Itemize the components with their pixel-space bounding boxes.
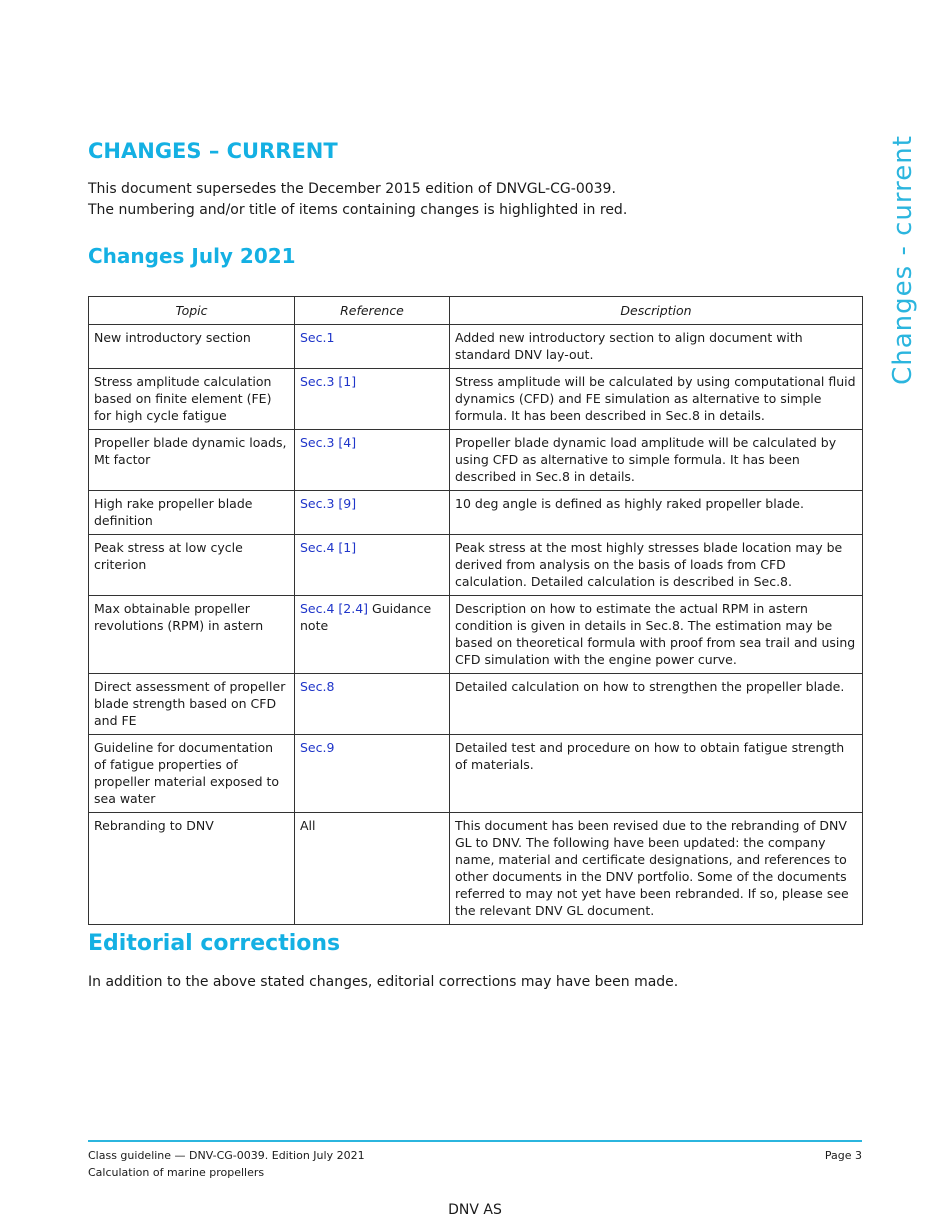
reference-cell <box>295 813 450 925</box>
side-section-tab-label: Changes - current <box>888 135 919 385</box>
reference-link[interactable]: Sec.8 <box>300 679 335 694</box>
table-row <box>89 674 863 735</box>
reference-suffix: All <box>300 818 316 833</box>
description-cell: Propeller blade dynamic load amplitude will be calculated by using CFD as alternative to simple formula. It has been described in Sec.8 in details. <box>450 430 863 491</box>
reference-cell <box>295 369 450 430</box>
footer-document-info <box>88 1147 365 1181</box>
table-row <box>89 369 863 430</box>
description-cell: Detailed calculation on how to strengthen the propeller blade. <box>450 674 863 735</box>
topic-cell: High rake propeller blade definition <box>89 491 295 535</box>
reference-link[interactable]: Sec.3 [9] <box>300 496 357 511</box>
topic-cell: Max obtainable propeller revolutions (RPM) in astern <box>89 596 295 674</box>
description-cell: This document has been revised due to the rebranding of DNV GL to DNV. The following have been updated: the company name, material and certificate designations, and references to other documents in the DNV portfolio. Some of the documents referred to may not yet have been rebranded. If so, please see the relevant DNV GL document. <box>450 813 863 925</box>
footer-guideline-line: Class guideline — DNV-CG-0039. Edition July 2021 <box>88 1149 365 1162</box>
header-description: Description <box>450 297 863 325</box>
reference-link[interactable]: Sec.4 [2.4] <box>300 601 369 616</box>
changes-table <box>88 296 863 925</box>
side-section-tab <box>880 135 926 385</box>
footer-page-number: Page 3 <box>824 1149 862 1162</box>
topic-cell: Stress amplitude calculation based on finite element (FE) for high cycle fatigue <box>89 369 295 430</box>
table-row <box>89 813 863 925</box>
changes-heading: Changes July 2021 <box>88 244 296 268</box>
topic-cell: Propeller blade dynamic loads, Mt factor <box>89 430 295 491</box>
reference-suffix: Guidance note <box>300 601 432 633</box>
reference-cell <box>295 325 450 369</box>
reference-link[interactable]: Sec.3 [4] <box>300 435 357 450</box>
description-cell: 10 deg angle is defined as highly raked propeller blade. <box>450 491 863 535</box>
footer-title-line: Calculation of marine propellers <box>88 1166 265 1179</box>
table-header-row <box>89 297 863 325</box>
table-row <box>89 535 863 596</box>
footer-divider <box>88 1140 862 1142</box>
description-cell: Added new introductory section to align document with standard DNV lay-out. <box>450 325 863 369</box>
reference-cell <box>295 535 450 596</box>
reference-link[interactable]: Sec.3 [1] <box>300 374 357 389</box>
editorial-paragraph: In addition to the above stated changes, editorial corrections may have been made. <box>88 974 679 990</box>
reference-cell <box>295 735 450 813</box>
intro-line-1: This document supersedes the December 2015 edition of DNVGL-CG-0039. <box>88 181 616 197</box>
table-row <box>89 735 863 813</box>
header-reference: Reference <box>295 297 450 325</box>
description-cell: Stress amplitude will be calculated by using computational fluid dynamics (CFD) and FE simulation as alternative to simple formula. It has been described in Sec.8 in details. <box>450 369 863 430</box>
company-name: DNV AS <box>448 1202 502 1218</box>
reference-link[interactable]: Sec.4 [1] <box>300 540 357 555</box>
topic-cell: New introductory section <box>89 325 295 369</box>
table-row <box>89 491 863 535</box>
editorial-heading: Editorial corrections <box>88 931 341 956</box>
description-cell: Peak stress at the most highly stresses blade location may be derived from analysis on the basis of loads from CFD calculation. Detailed calculation is described in Sec.8. <box>450 535 863 596</box>
reference-link[interactable]: Sec.1 <box>300 330 335 345</box>
topic-cell: Rebranding to DNV <box>89 813 295 925</box>
reference-cell <box>295 596 450 674</box>
header-topic: Topic <box>89 297 295 325</box>
table-row <box>89 430 863 491</box>
reference-cell <box>295 430 450 491</box>
table-row <box>89 596 863 674</box>
reference-cell <box>295 674 450 735</box>
topic-cell: Direct assessment of propeller blade strength based on CFD and FE <box>89 674 295 735</box>
description-cell: Description on how to estimate the actual RPM in astern condition is given in details in Sec.8. The estimation may be based on theoretical formula with proof from sea trail and using CFD simulation with the engine power curve. <box>450 596 863 674</box>
topic-cell: Peak stress at low cycle criterion <box>89 535 295 596</box>
reference-link[interactable]: Sec.9 <box>300 740 335 755</box>
page-title: CHANGES – CURRENT <box>88 139 338 163</box>
description-cell: Detailed test and procedure on how to obtain fatigue strength of materials. <box>450 735 863 813</box>
reference-cell <box>295 491 450 535</box>
table-row <box>89 325 863 369</box>
topic-cell: Guideline for documentation of fatigue properties of propeller material exposed to sea water <box>89 735 295 813</box>
intro-paragraph <box>88 179 627 221</box>
intro-line-2: The numbering and/or title of items containing changes is highlighted in red. <box>88 202 628 218</box>
